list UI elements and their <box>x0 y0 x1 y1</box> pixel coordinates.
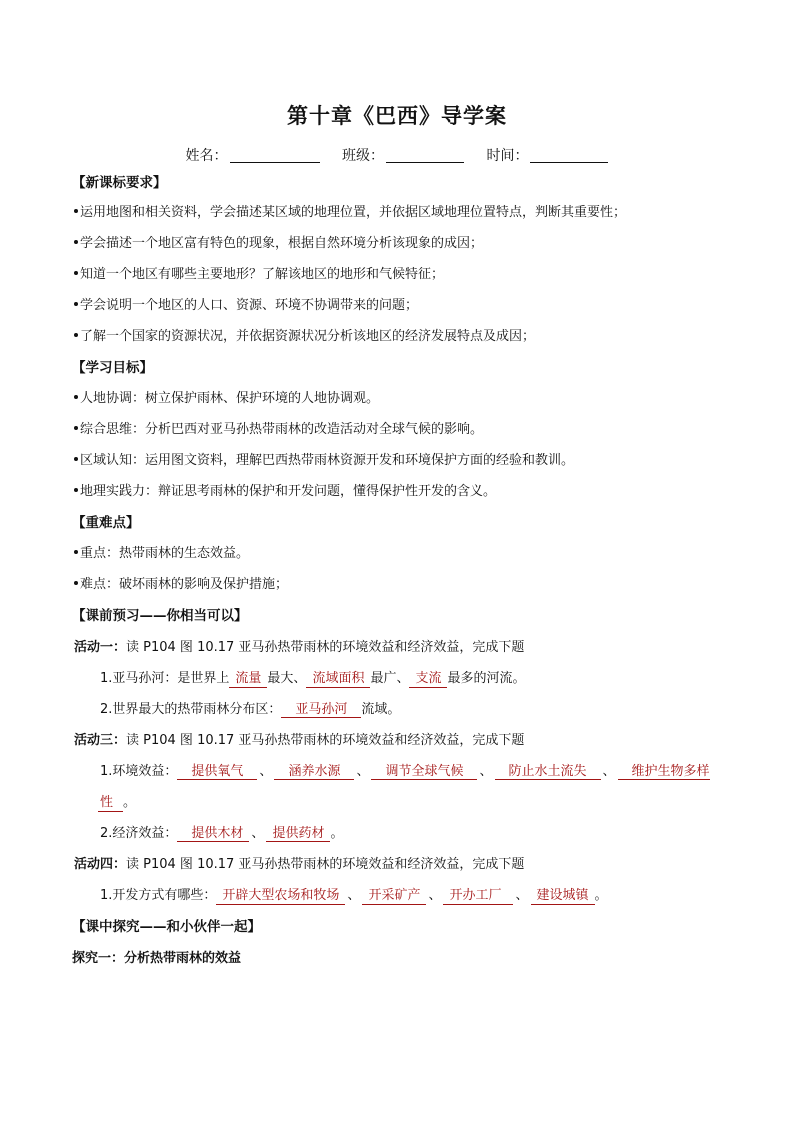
activity3-q1: 1.环境效益： 提供氧气 、 涵养水源 、 调节全球气候 、 防止水土流失 、 维护生物多样 <box>100 764 710 779</box>
time-field[interactable] <box>530 148 608 163</box>
name-field[interactable] <box>230 148 320 163</box>
goal-item: 综合思维：分析巴西对亚马孙热带雨林的改造活动对全球气候的影响。 <box>74 422 483 438</box>
activity1-q2: 2.世界最大的热带雨林分布区： 亚马孙河 流域。 <box>100 702 401 717</box>
standards-item: 学会说明一个地区的人口、资源、环境不协调带来的问题； <box>74 298 418 314</box>
activity4-line <box>74 857 524 873</box>
answer-blank[interactable]: 调节全球气候 <box>371 764 477 780</box>
activity4-text: 读 P104 图 10.17 亚马孙热带雨林的环境效益和经济效益，完成下题 <box>126 857 525 872</box>
activity4-label: 活动四： <box>74 857 127 872</box>
goal-item: 地理实践力：辩证思考雨林的保护和开发问题，懂得保护性开发的含义。 <box>74 484 496 500</box>
goals-heading: 【学习目标】 <box>72 360 153 376</box>
keypoint-item: 难点：破坏雨林的影响及保护措施； <box>74 577 288 593</box>
activity1-line <box>74 640 524 656</box>
answer-blank[interactable]: 防止水土流失 <box>495 764 601 780</box>
name-label: 姓名： <box>185 148 228 164</box>
standards-item: 学会描述一个地区富有特色的现象，根据自然环境分析该现象的成因； <box>74 236 483 252</box>
bullet-icon <box>74 333 78 337</box>
activity1-label: 活动一： <box>74 640 127 655</box>
explore1-heading: 探究一：分析热带雨林的效益 <box>72 951 242 966</box>
answer-blank[interactable]: 流域面积 <box>306 671 370 688</box>
bullet-icon <box>74 488 78 492</box>
goal-item: 区域认知：运用图文资料，理解巴西热带雨林资源开发和环境保护方面的经验和教训。 <box>74 453 574 469</box>
bullet-icon <box>74 550 78 554</box>
class-label: 班级： <box>342 148 384 164</box>
inclass-heading: 【课中探究——和小伙伴一起】 <box>72 919 261 935</box>
answer-blank[interactable]: 流量 <box>229 671 267 688</box>
standards-item: 运用地图和相关资料，学会描述某区域的地理位置，并依据区域地理位置特点，判断其重要性； <box>74 205 626 221</box>
standards-item: 知道一个地区有哪些主要地形？了解该地区的地形和气候特征； <box>74 267 444 283</box>
keypoint-item: 重点：热带雨林的生态效益。 <box>74 546 249 562</box>
activity3-line <box>74 733 524 749</box>
bullet-icon <box>74 302 78 306</box>
activity3-q1-cont: 性 。 <box>100 795 137 810</box>
preview-heading: 【课前预习——你相当可以】 <box>72 608 248 624</box>
bullet-icon <box>74 457 78 461</box>
answer-blank[interactable]: 提供药材 <box>266 826 330 842</box>
activity3-text: 读 P104 图 10.17 亚马孙热带雨林的环境效益和经济效益，完成下题 <box>126 733 525 748</box>
standards-heading: 【新课标要求】 <box>72 175 167 191</box>
answer-blank[interactable]: 开辟大型农场和牧场 <box>216 888 345 905</box>
class-field[interactable] <box>386 148 464 163</box>
answer-blank[interactable]: 开办工厂 <box>443 888 513 905</box>
answer-blank[interactable]: 开采矿产 <box>362 888 426 905</box>
answer-blank[interactable]: 建设城镇 <box>531 888 595 905</box>
time-label: 时间： <box>486 148 529 164</box>
standards-item: 了解一个国家的资源状况，并依据资源状况分析该地区的经济发展特点及成因； <box>74 329 535 345</box>
answer-blank[interactable]: 涵养水源 <box>274 764 354 780</box>
activity3-q2: 2.经济效益： 提供木材 、 提供药材 。 <box>100 826 344 841</box>
goal-item: 人地协调：树立保护雨林、保护环境的人地协调观。 <box>74 391 379 407</box>
keypoints-heading: 【重难点】 <box>72 515 140 531</box>
student-info-row <box>0 145 794 165</box>
answer-blank[interactable]: 提供氧气 <box>177 764 257 780</box>
answer-blank[interactable]: 亚马孙河 <box>281 702 361 718</box>
activity1-q1: 1.亚马孙河：是世界上 流量 最大、 流域面积 最广、 支流 最多的河流。 <box>100 671 526 686</box>
page-title: 第十章《巴西》导学案 <box>287 103 507 128</box>
bullet-icon <box>74 395 78 399</box>
activity3-label: 活动三： <box>74 733 127 748</box>
answer-blank[interactable]: 支流 <box>409 671 447 688</box>
bullet-icon <box>74 581 78 585</box>
answer-blank[interactable]: 提供木材 <box>177 826 249 842</box>
answer-blank[interactable]: 性 <box>98 795 123 812</box>
bullet-icon <box>74 209 78 213</box>
activity4-q1: 1.开发方式有哪些： 开辟大型农场和牧场 、 开采矿产 、 开办工厂 、 建设城镇 。 <box>100 888 608 903</box>
bullet-icon <box>74 240 78 244</box>
activity1-text: 读 P104 图 10.17 亚马孙热带雨林的环境效益和经济效益，完成下题 <box>126 640 525 655</box>
bullet-icon <box>74 271 78 275</box>
answer-blank[interactable]: 维护生物多样 <box>618 764 710 780</box>
bullet-icon <box>74 426 78 430</box>
